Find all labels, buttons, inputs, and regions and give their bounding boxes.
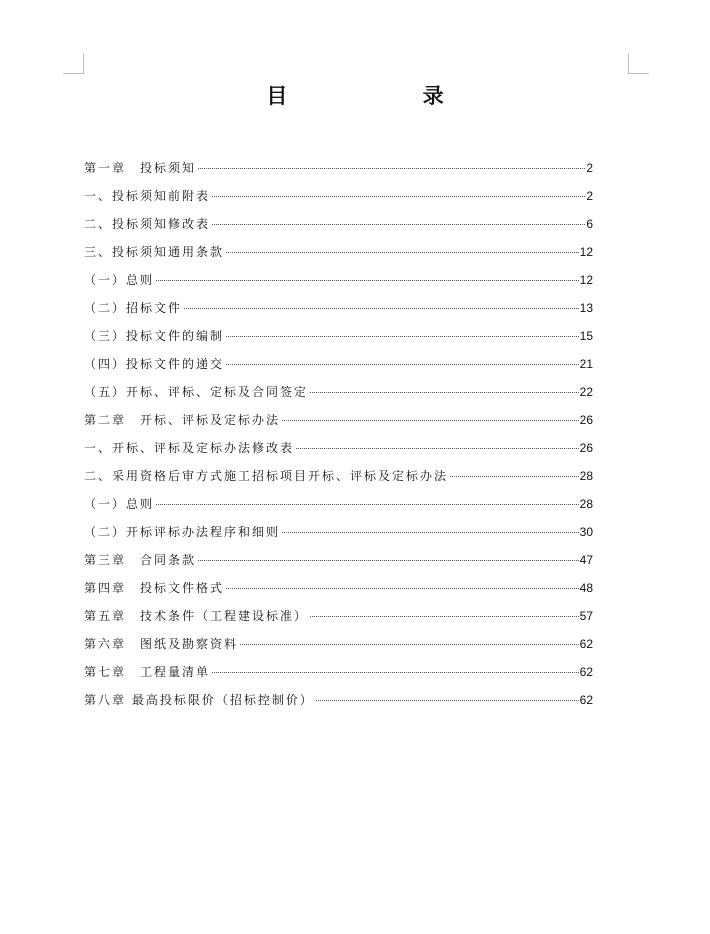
toc-entry[interactable] xyxy=(84,518,593,546)
toc-dot-leader xyxy=(240,644,579,645)
toc-dot-leader xyxy=(212,672,579,673)
toc-entry-page-number: 22 xyxy=(579,385,593,399)
toc-entry-page-number: 28 xyxy=(579,469,593,483)
toc-entry-title: 二、采用资格后审方式施工招标项目开标、评标及定标办法 xyxy=(84,469,449,483)
toc-dot-leader xyxy=(316,700,579,701)
toc-entry-page-number: 2 xyxy=(586,189,593,203)
toc-dot-leader xyxy=(212,196,585,197)
toc-dot-leader xyxy=(212,224,585,225)
toc-entry-page-number: 2 xyxy=(586,161,593,175)
toc-entry[interactable] xyxy=(84,602,593,630)
toc-dot-leader xyxy=(310,616,579,617)
toc-dot-leader xyxy=(156,280,579,281)
toc-entry-title: 二、投标须知修改表 xyxy=(84,217,211,231)
toc-title: 目 录 xyxy=(266,83,508,108)
toc-entry-title: 三、投标须知通用条款 xyxy=(84,245,225,259)
toc-entry-page-number: 62 xyxy=(579,665,593,679)
toc-dot-leader xyxy=(226,588,579,589)
toc-entry-page-number: 48 xyxy=(579,581,593,595)
toc-entry[interactable] xyxy=(84,154,593,182)
toc-entry-page-number: 13 xyxy=(579,301,593,315)
toc-entry[interactable] xyxy=(84,266,593,294)
toc-entry-title: 一、开标、评标及定标办法修改表 xyxy=(84,441,295,455)
toc-entry-title: 第七章 工程量清单 xyxy=(84,665,211,679)
toc-entry-title: 第五章 技术条件（工程建设标准） xyxy=(84,609,309,623)
toc-entry[interactable] xyxy=(84,630,593,658)
toc-dot-leader xyxy=(226,336,579,337)
toc-entry-title: （一）总则 xyxy=(84,497,155,511)
toc-entry[interactable] xyxy=(84,462,593,490)
toc-dot-leader xyxy=(310,392,579,393)
toc-entry[interactable] xyxy=(84,546,593,574)
toc-entry-page-number: 57 xyxy=(579,609,593,623)
toc-entry-title: （二）招标文件 xyxy=(84,301,183,315)
toc-entry-title: 一、投标须知前附表 xyxy=(84,189,211,203)
toc-entry-title: 第四章 投标文件格式 xyxy=(84,581,225,595)
toc-entry-title: （五）开标、评标、定标及合同签定 xyxy=(84,385,309,399)
toc-dot-leader xyxy=(282,532,579,533)
toc-entry[interactable] xyxy=(84,182,593,210)
toc-dot-leader xyxy=(226,252,579,253)
toc-entry[interactable] xyxy=(84,322,593,350)
toc-entry-page-number: 15 xyxy=(579,329,593,343)
toc-entry-page-number: 47 xyxy=(579,553,593,567)
toc-entry-page-number: 62 xyxy=(579,637,593,651)
toc-entry[interactable] xyxy=(84,210,593,238)
toc-entry[interactable] xyxy=(84,490,593,518)
page-corner-mark-top-right xyxy=(628,53,649,74)
page-corner-mark-top-left xyxy=(63,53,84,74)
toc-entry[interactable] xyxy=(84,658,593,686)
toc-entry-page-number: 26 xyxy=(579,413,593,427)
toc-entry-page-number: 12 xyxy=(579,245,593,259)
toc-entry-page-number: 62 xyxy=(579,693,593,707)
toc-entry-page-number: 21 xyxy=(579,357,593,371)
toc-dot-leader xyxy=(226,364,579,365)
toc-entry-title: 第八章 最高投标限价（招标控制价） xyxy=(84,693,314,707)
toc-entry-title: （四）投标文件的递交 xyxy=(84,357,225,371)
toc-entry[interactable] xyxy=(84,350,593,378)
toc-dot-leader xyxy=(198,168,585,169)
toc-entry-page-number: 28 xyxy=(579,497,593,511)
toc-entry[interactable] xyxy=(84,434,593,462)
toc-dot-leader xyxy=(184,308,579,309)
toc-entry-title: （三）投标文件的编制 xyxy=(84,329,225,343)
toc-entry-page-number: 12 xyxy=(579,273,593,287)
toc-entry-title: （二）开标评标办法程序和细则 xyxy=(84,525,281,539)
toc-entry[interactable] xyxy=(84,574,593,602)
toc-dot-leader xyxy=(450,476,579,477)
toc-entry[interactable] xyxy=(84,238,593,266)
toc-entry-page-number: 6 xyxy=(586,217,593,231)
toc-entry-page-number: 30 xyxy=(579,525,593,539)
toc-dot-leader xyxy=(198,560,579,561)
toc-entry-title: 第三章 合同条款 xyxy=(84,553,197,567)
toc-entry-page-number: 26 xyxy=(579,441,593,455)
toc-entry[interactable] xyxy=(84,378,593,406)
toc-entry-title: 第一章 投标须知 xyxy=(84,161,197,175)
toc-entry-title: 第六章 图纸及勘察资料 xyxy=(84,637,239,651)
toc-dot-leader xyxy=(296,448,579,449)
toc-list xyxy=(84,154,593,714)
toc-dot-leader xyxy=(156,504,579,505)
toc-entry[interactable] xyxy=(84,406,593,434)
toc-entry[interactable] xyxy=(84,294,593,322)
toc-entry-title: （一）总则 xyxy=(84,273,155,287)
toc-entry[interactable] xyxy=(84,686,593,714)
toc-entry-title: 第二章 开标、评标及定标办法 xyxy=(84,413,281,427)
toc-dot-leader xyxy=(282,420,579,421)
